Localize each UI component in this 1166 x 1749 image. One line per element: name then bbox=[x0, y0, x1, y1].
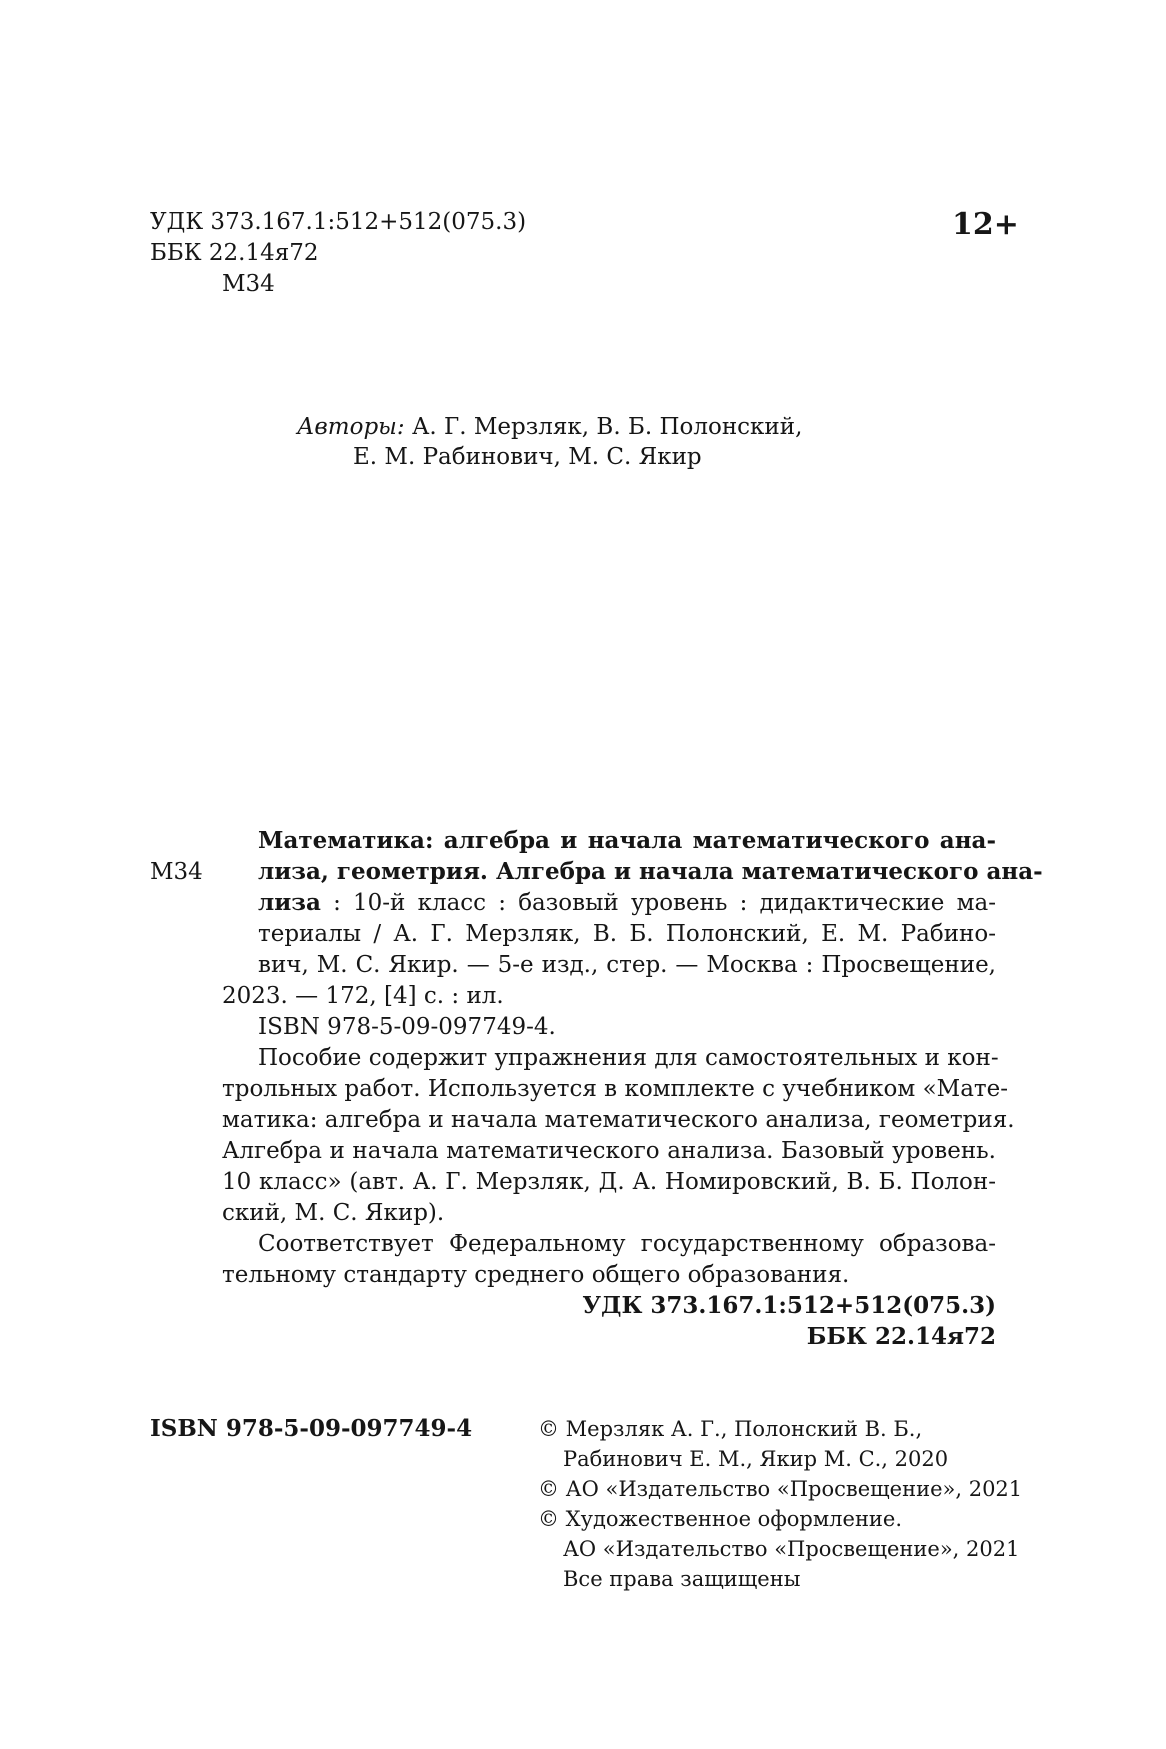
annotation-line-4: Алгебра и начала математического анализа. Базовый уровень. bbox=[222, 1138, 996, 1164]
entry-title-line-2: лиза, геометрия. Алгебра и начала математического ана- bbox=[258, 858, 1043, 885]
copyright-line-4: © Художественное оформление. bbox=[538, 1507, 903, 1531]
annotation-line-5: 10 класс» (авт. А. Г. Мерзляк, Д. А. Номировский, В. Б. Полон- bbox=[222, 1169, 996, 1195]
entry-title-line-3 bbox=[258, 888, 996, 918]
copyright-line-3: © АО «Издательство «Просвещение», 2021 bbox=[538, 1477, 1023, 1501]
entry-line-4: териалы / А. Г. Мерзляк, В. Б. Полонский, Е. М. Рабино- bbox=[258, 921, 996, 947]
authors-label: Авторы: bbox=[297, 414, 405, 440]
authors-line-2: Е. М. Рабинович, М. С. Якир bbox=[353, 444, 702, 470]
entry-udk: УДК 373.167.1:512+512(075.3) bbox=[582, 1292, 996, 1319]
entry-author-mark: М34 bbox=[150, 859, 203, 885]
authors-line-1 bbox=[297, 412, 802, 442]
standard-line-2: тельному стандарту среднего общего образования. bbox=[222, 1262, 850, 1288]
entry-bbk: ББК 22.14я72 bbox=[806, 1323, 996, 1350]
copyright-line-2: Рабинович Е. М., Якир М. С., 2020 bbox=[563, 1447, 949, 1471]
footer-isbn: ISBN 978-5-09-097749-4 bbox=[150, 1415, 473, 1442]
copyright-line-5: АО «Издательство «Просвещение», 2021 bbox=[563, 1537, 1020, 1561]
annotation-line-1: Пособие содержит упражнения для самостоятельных и кон- bbox=[258, 1045, 999, 1071]
entry-line-6: 2023. — 172, [4] с. : ил. bbox=[222, 983, 504, 1009]
udk-code: УДК 373.167.1:512+512(075.3) bbox=[150, 209, 527, 235]
standard-line-1: Соответствует Федеральному государственному образова- bbox=[258, 1231, 996, 1257]
entry-title-line-1: Математика: алгебра и начала математического ана- bbox=[258, 827, 996, 854]
author-mark: М34 bbox=[222, 271, 275, 297]
copyright-line-6: Все права защищены bbox=[563, 1567, 801, 1591]
age-rating: 12+ bbox=[952, 207, 1019, 242]
annotation-line-2: трольных работ. Используется в комплекте с учебником «Мате- bbox=[222, 1076, 1009, 1102]
entry-subtitle: : 10-й класс : базовый уровень : дидактические ма- bbox=[320, 890, 996, 916]
copyright-line-1: © Мерзляк А. Г., Полонский В. Б., bbox=[538, 1417, 923, 1441]
authors-names-1: А. Г. Мерзляк, В. Б. Полонский, bbox=[404, 414, 803, 440]
bbk-code: ББК 22.14я72 bbox=[150, 240, 319, 266]
annotation-line-6: ский, М. С. Якир). bbox=[222, 1200, 445, 1226]
entry-title-end: лиза bbox=[258, 889, 321, 916]
entry-isbn: ISBN 978-5-09-097749-4. bbox=[258, 1014, 556, 1040]
entry-line-5: вич, М. С. Якир. — 5-е изд., стер. — Москва : Просвещение, bbox=[258, 952, 996, 978]
annotation-line-3: матика: алгебра и начала математического анализа, геометрия. bbox=[222, 1107, 1015, 1133]
